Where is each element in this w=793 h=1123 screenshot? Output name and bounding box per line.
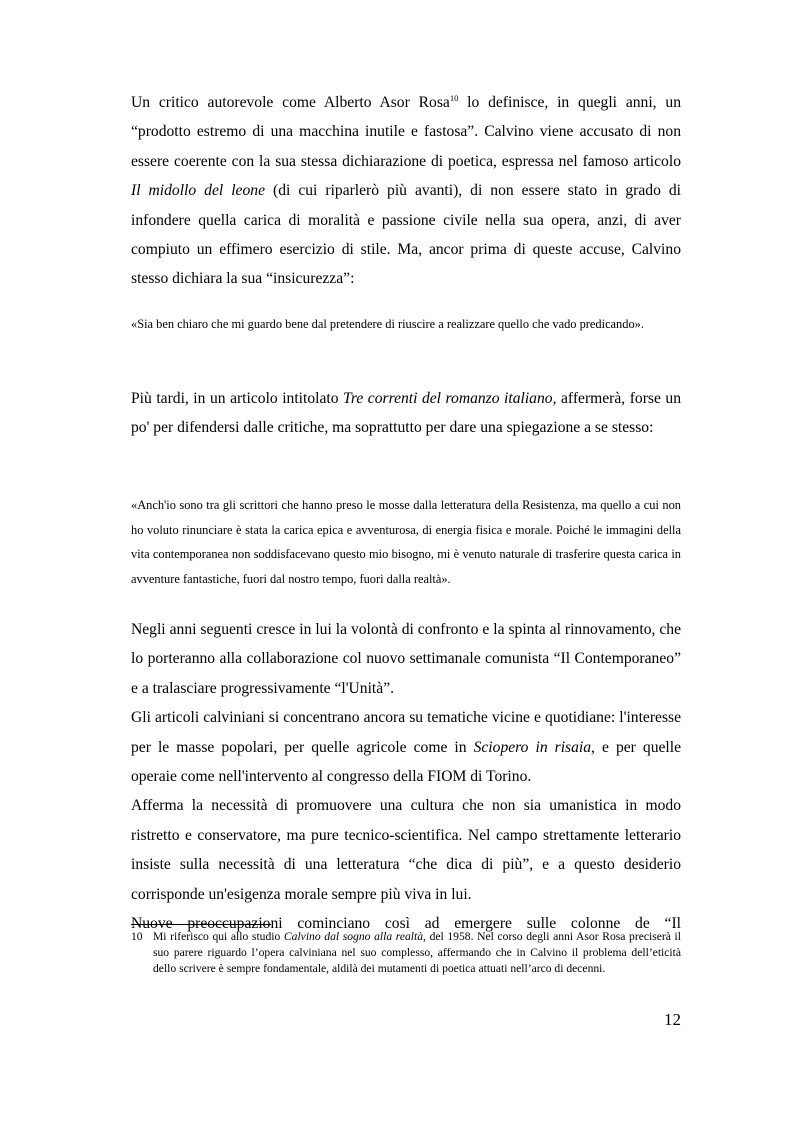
paragraph-1-text-a: Un critico autorevole come Alberto Asor Rosa [131,94,450,111]
footnote-10 [131,929,681,977]
footnote-number: 10 [131,930,143,943]
body-paragraph-2 [131,384,681,443]
article-title-midollo: Il midollo del leone [131,182,265,200]
paragraph-2-text-b: , affermerà, forse un po' per difendersi dalle critiche, ma soprattutto per dare una spiegazione a se stesso: [131,390,681,437]
footnote-reference: 10 [449,92,459,103]
body-paragraph-4 [131,703,681,791]
body-paragraph-3: Negli anni seguenti cresce in lui la volontà di confronto e la spinta al rinnovamento, che lo porteranno alla collaborazione col nuovo settimanale comunista “Il Contemporaneo” e a tralasciare progressivamente “l'Unità”. [131,621,681,697]
footnote-text-a: Mi riferisco qui allo studio [153,930,284,943]
paragraph-1-text-b: lo definisce, in quegli anni, un “prodotto estremo di una macchina inutile e fastosa”. Calvino viene accusato di non essere coerente con la sua stessa dichiarazione di poetica, espressa nel famoso articolo [131,94,681,170]
footnote-study-title: Calvino dal sogno alla realtà [283,930,424,943]
paragraph-4-text-a: Gli articoli calviniani si concentrano ancora su tematiche vicine e quotidiane: l'interesse per le masse popolari, per quelle agricole come in [131,709,681,756]
footnote-separator [131,924,271,925]
block-quote-2: «Anch'io sono tra gli scrittori che hanno preso le mosse dalla letteratura della Resistenza, ma quello a cui non ho voluto rinunciare è stata la carica epica e avventurosa, di energia fisica e morale. Poiché le immagini della vita contemporanea non soddisfacevano questo mio bisogno, mi è venuto naturale di trasferire questa carica in avventure fantastiche, fuori dal nostro tempo, fuori dalla realtà». [131,498,681,586]
body-text-continued [131,615,681,938]
paragraph-4-text-b: e per quelle operaie come nell'intervento al congresso della FIOM di Torino. [131,738,681,786]
block-quote-1: «Sia ben chiaro che mi guardo bene dal pretendere di riuscire a realizzare quello che vado predicando». [131,317,644,331]
page-number: 12 [664,1010,681,1029]
paragraph-2-text-a: Più tardi, in un articolo intitolato [131,390,344,407]
paragraph-1-text-c: (di cui riparlerò più avanti), di non essere stato in grado di infondere quella carica di moralità e passione civile nella sua opera, anzi, di aver compiuto un effimero esercizio di stile. Ma, ancor prima di queste accuse, Calvino stesso dichiara la sua “insicurezza”: [131,182,681,288]
body-paragraph-5: Afferma la necessità di promuovere una cultura che non sia umanistica in modo ristretto e conservatore, ma pure tecnico-scientifica. Nel campo strettamente letterario insiste sulla necessità di una letteratura “che dica di più”, e a questo desiderio corrisponde un'esigenza morale sempre più viva in lui. [131,797,681,903]
footnote-text-b: , del 1958. Nel corso degli anni Asor Rosa preciserà il suo parere riguardo l’opera calviniana nel suo complesso, affermando che in Calvino il problema dell’eticità dello scrivere è sempre fondamentale, aldilà dei mutamenti di poetica attuati nell’arco di decenni. [153,930,681,975]
article-title-sciopero: Sciopero in risaia, [473,738,595,756]
article-title-tre-correnti: Tre correnti del romanzo italiano [343,390,553,407]
body-paragraph-6: Nuove preoccupazioni cominciano così ad emergere sulle colonne de “Il [131,915,681,933]
body-paragraph-1 [131,88,681,294]
